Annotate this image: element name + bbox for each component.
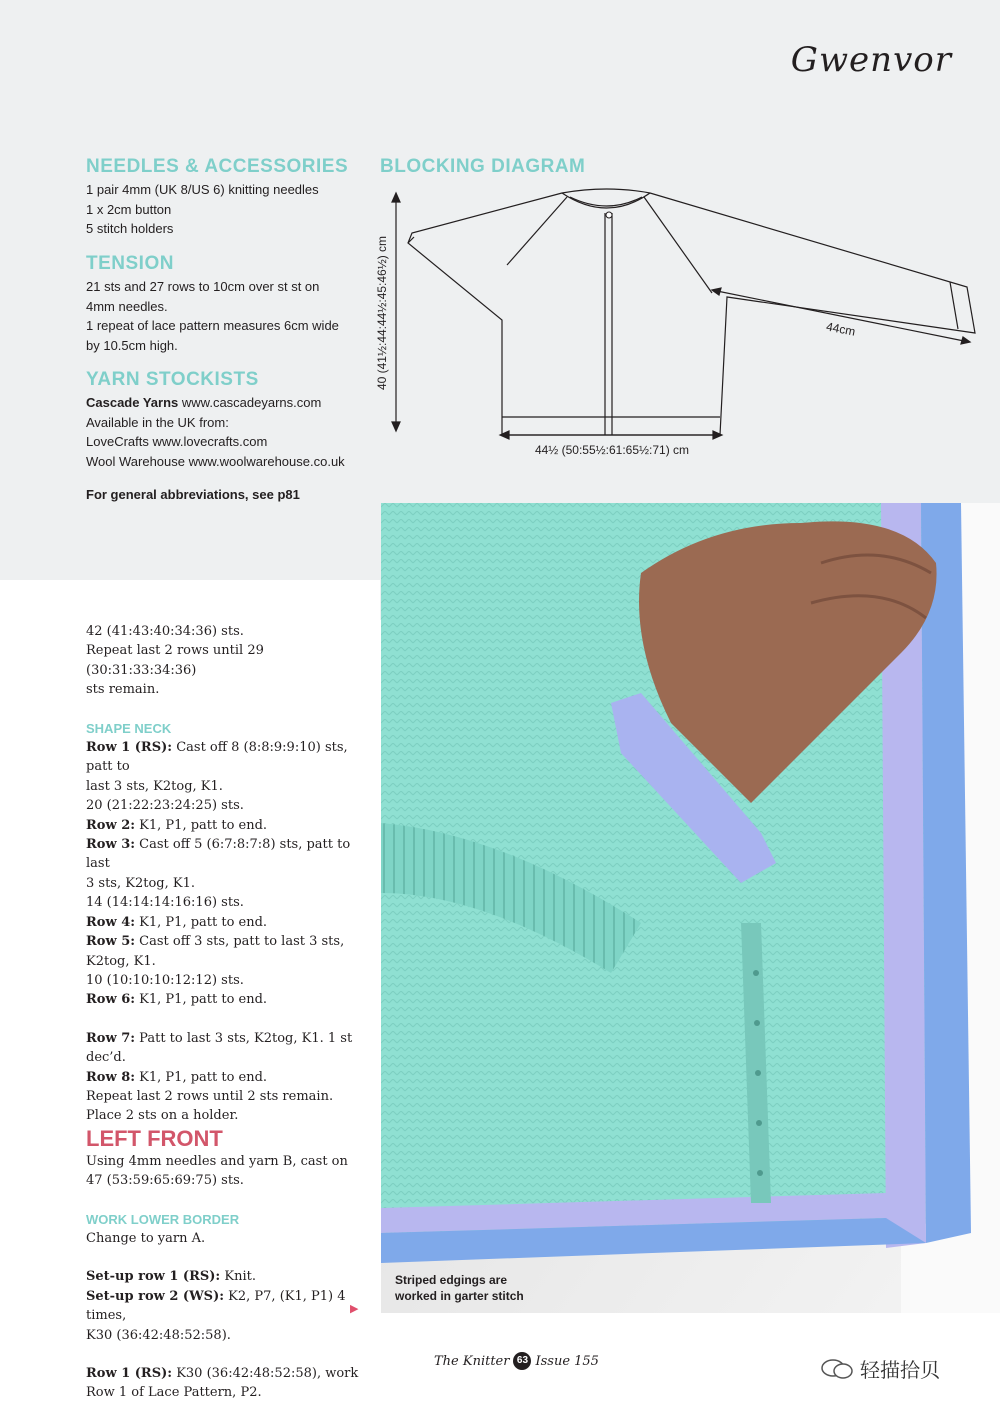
- yarn-line: Available in the UK from:: [86, 414, 229, 430]
- tension-line: 4mm needles.: [86, 298, 168, 314]
- page-number: 63: [513, 1352, 531, 1370]
- pattern-line: sts remain.: [86, 682, 160, 698]
- pattern-row: [86, 990, 376, 1009]
- lower-border-heading: WORK LOWER BORDER: [86, 1211, 240, 1227]
- row-label: Row 8:: [86, 1069, 136, 1085]
- pattern-line: Using 4mm needles and yarn B, cast on: [86, 1153, 348, 1169]
- pattern-line: Row 1 of Lace Pattern, P2.: [86, 1385, 262, 1401]
- button: [606, 212, 612, 218]
- row-text: K1, P1, patt to end.: [135, 992, 268, 1008]
- row-label: Row 3:: [86, 837, 136, 853]
- pattern-title: Gwenvor: [790, 40, 952, 80]
- pattern-line: 20 (21:22:23:24:25) sts.: [86, 798, 244, 814]
- needles-heading: NEEDLES & ACCESSORIES: [86, 156, 349, 177]
- row-label: Row 1 (RS):: [86, 1366, 173, 1381]
- raglan-line: [507, 197, 567, 265]
- width-arrow: [500, 431, 722, 439]
- pattern-row: [86, 816, 376, 835]
- yarn-heading: YARN STOCKISTS: [86, 369, 259, 390]
- row-label: Row 2:: [86, 817, 136, 833]
- raglan-line: [644, 197, 712, 293]
- tension-section: [86, 253, 376, 355]
- blocking-heading: BLOCKING DIAGRAM: [380, 156, 586, 177]
- pattern-row: [86, 1029, 376, 1068]
- height-label: 40 (41½:44:44½:45:46½) cm: [375, 235, 389, 391]
- pattern-row: [86, 913, 376, 932]
- pattern-line: Repeat last 2 rows until 29 (30:31:33:34:36): [86, 643, 264, 678]
- yarn-line: LoveCrafts www.lovecrafts.com: [86, 434, 268, 449]
- yarn-line: Wool Warehouse www.woolwarehouse.co.uk: [86, 453, 345, 469]
- row-label: Set-up row 1 (RS):: [86, 1269, 221, 1285]
- needles-line: 1 pair 4mm (UK 8/US 6) knitting needles: [86, 182, 319, 197]
- tension-line: by 10.5cm high.: [86, 337, 178, 353]
- pattern-line: K2tog, K1.: [86, 953, 156, 969]
- tension-heading: TENSION: [86, 253, 174, 274]
- cardigan-photo: [381, 503, 1000, 1313]
- neckband: [570, 197, 642, 206]
- yarn-brand-url[interactable]: www.cascadeyarns.com: [178, 395, 322, 410]
- row-text: Cast off 3 sts, patt to last 3 sts,: [135, 934, 345, 950]
- pattern-row: [86, 1287, 376, 1326]
- pattern-row: [86, 738, 376, 777]
- caption-line: Striped edgings are: [395, 1273, 508, 1287]
- magazine-name: The Knitter: [434, 1353, 510, 1369]
- row-text: K1, P1, patt to end.: [135, 817, 268, 833]
- row-label: Row 7:: [86, 1030, 136, 1046]
- pattern-line: K30 (36:42:48:52:58).: [86, 1327, 231, 1343]
- photo-caption: [395, 1272, 524, 1304]
- left-front-heading: LEFT FRONT: [86, 1125, 223, 1151]
- cardigan-outline: [408, 189, 975, 435]
- watermark-text: 轻描拾贝: [860, 1360, 940, 1382]
- width-label: 44½ (50:55½:61:65½:71) cm: [534, 443, 690, 457]
- cuff-line: [950, 282, 958, 329]
- pattern-row: [86, 1068, 376, 1087]
- yarn-brand-line: [86, 393, 376, 413]
- row-text: K1, P1, patt to end.: [135, 1069, 268, 1085]
- pattern-line: Repeat last 2 rows until 2 sts remain.: [86, 1088, 334, 1104]
- height-arrow: [392, 193, 400, 431]
- issue-number: Issue 155: [535, 1353, 599, 1369]
- page-footer: [434, 1352, 599, 1370]
- pattern-line: 3 sts, K2tog, K1.: [86, 875, 195, 891]
- sleeve-label: 44cm: [825, 319, 857, 339]
- caption-line: worked in garter stitch: [395, 1289, 524, 1303]
- row-text: Cast off 8 (8:8:9:9:10) sts, patt to: [86, 740, 348, 775]
- pattern-line: 14 (14:14:14:16:16) sts.: [86, 895, 244, 911]
- tension-line: 1 repeat of lace pattern measures 6cm wide: [86, 318, 339, 333]
- pattern-line: 47 (53:59:65:69:75) sts.: [86, 1173, 244, 1189]
- pattern-row: [86, 932, 376, 951]
- yarn-section: [86, 369, 376, 471]
- needles-line: 5 stitch holders: [86, 221, 174, 236]
- watermark: [820, 1354, 940, 1383]
- pattern-row: [86, 1364, 376, 1383]
- row-text: Cast off 5 (6:7:8:7:8) sts, patt to last: [86, 837, 351, 872]
- pattern-line: Place 2 sts on a holder.: [86, 1108, 239, 1124]
- pattern-row: [86, 1267, 376, 1286]
- row-label: Row 6:: [86, 992, 136, 1008]
- row-text: Knit.: [220, 1269, 256, 1285]
- row-text: K2, P7, (K1, P1) 4 times,: [86, 1288, 346, 1324]
- shape-neck-heading: SHAPE NECK: [86, 720, 172, 736]
- row-text: K30 (36:42:48:52:58), work: [172, 1366, 359, 1381]
- pattern-row: [86, 835, 376, 874]
- row-text: Patt to last 3 sts, K2tog, K1. 1 st dec’d.: [86, 1030, 353, 1066]
- row-label: Row 1 (RS):: [86, 740, 173, 756]
- pattern-line: last 3 sts, K2tog, K1.: [86, 778, 223, 794]
- row-text: K1, P1, patt to end.: [135, 914, 268, 930]
- tension-line: 21 sts and 27 rows to 10cm over st st on: [86, 279, 320, 294]
- abbreviations-note: For general abbreviations, see p81: [86, 487, 300, 502]
- continue-arrow-icon: ▶: [350, 1303, 359, 1315]
- pattern-line: 42 (41:43:40:34:36) sts.: [86, 624, 244, 639]
- yarn-brand-name: Cascade Yarns: [86, 395, 179, 410]
- pattern-line: 10 (10:10:10:12:12) sts.: [86, 972, 244, 988]
- pattern-line: Change to yarn A.: [86, 1230, 206, 1246]
- wechat-icon: [820, 1358, 854, 1380]
- pattern-instructions: [86, 622, 376, 1403]
- row-label: Row 4:: [86, 914, 136, 930]
- needles-line: 1 x 2cm button: [86, 201, 172, 217]
- row-label: Set-up row 2 (WS):: [86, 1288, 225, 1304]
- needles-section: [86, 156, 376, 239]
- blocking-diagram: [372, 185, 992, 470]
- row-label: Row 5:: [86, 934, 136, 950]
